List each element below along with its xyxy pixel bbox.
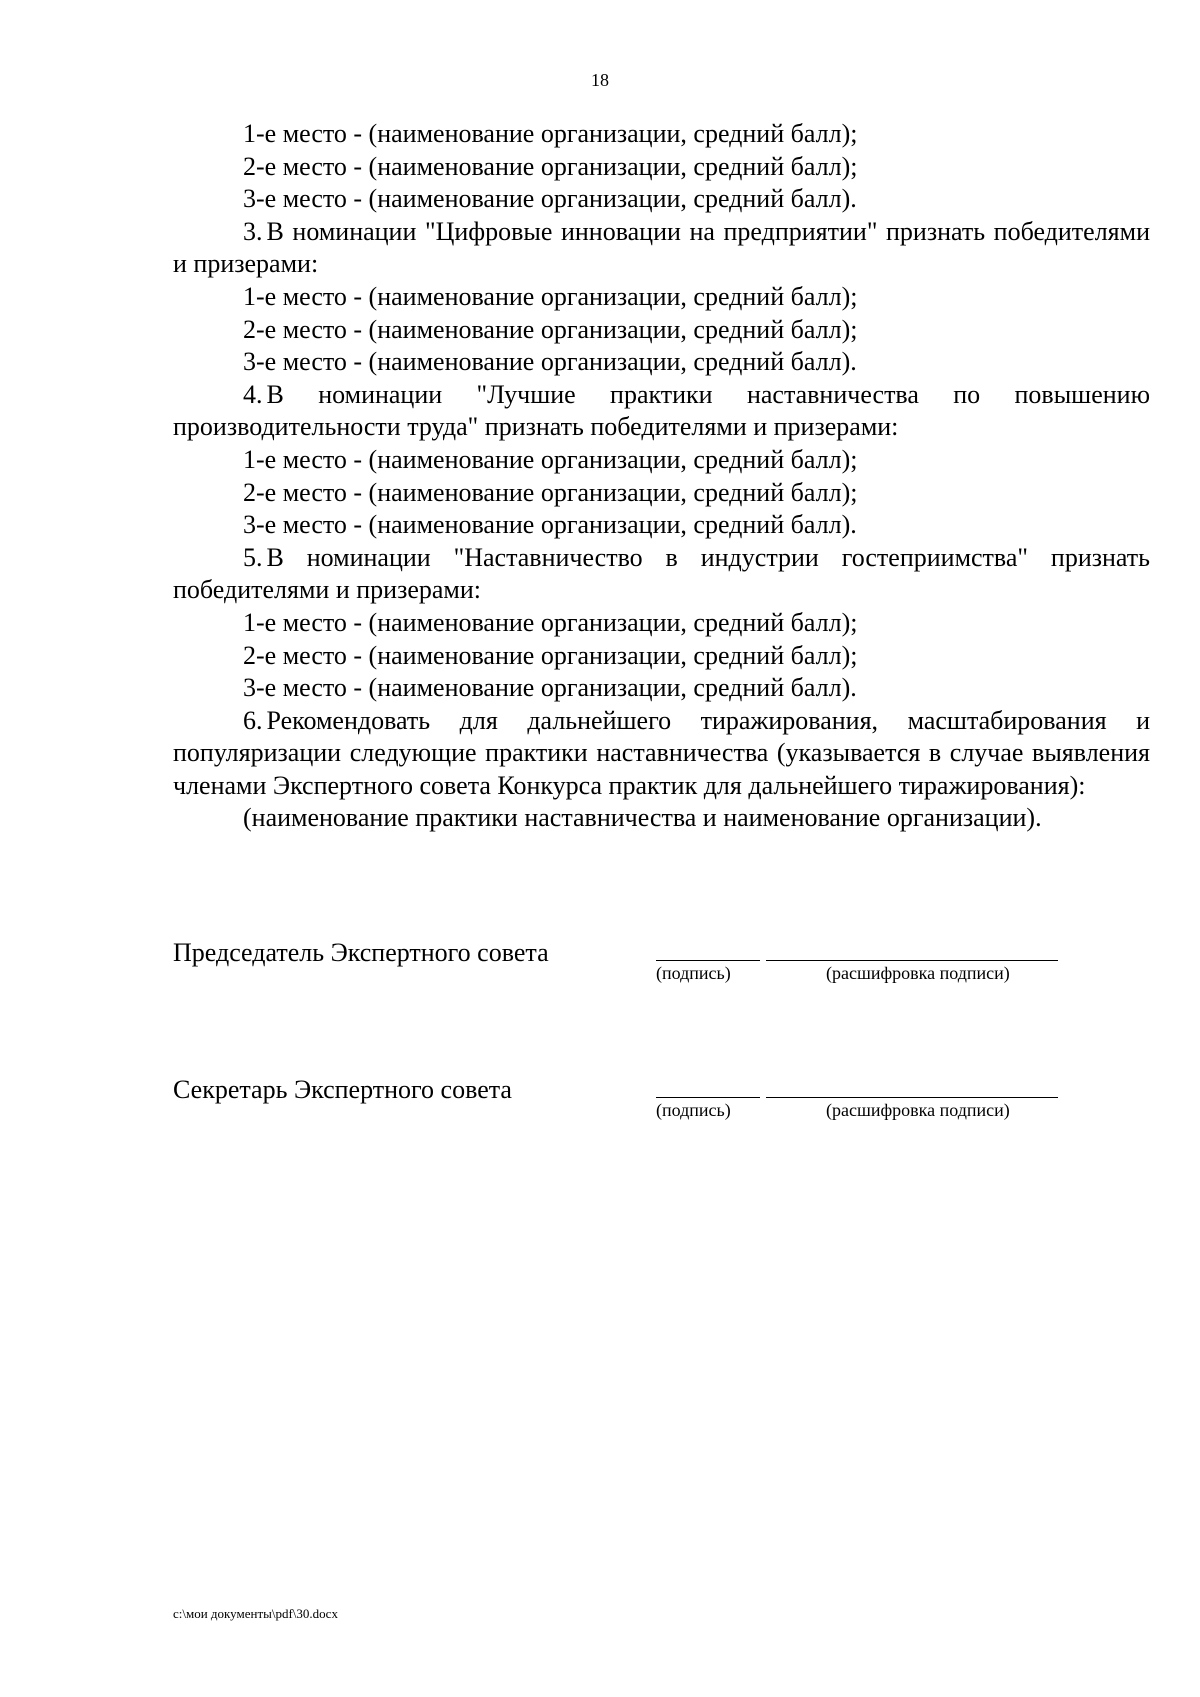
nomination-paragraph-3 [173, 216, 1150, 281]
secretary-sign-caption: (подпись) [656, 1100, 731, 1120]
item-number: 4. [243, 379, 263, 409]
chairman-signature-line [656, 960, 760, 961]
place-line: 2-е место - (наименование организации, средний балл); [243, 314, 858, 344]
place-line: 1-е место - (наименование организации, средний балл); [243, 444, 858, 474]
secretary-signature-line [656, 1097, 760, 1098]
place-line: 3-е место - (наименование организации, средний балл). [243, 347, 857, 377]
place-line: 2-е место - (наименование организации, средний балл); [243, 640, 858, 670]
page-number: 18 [591, 70, 609, 90]
place-line: 3-е место - (наименование организации, средний балл). [243, 510, 857, 540]
document-body [173, 118, 1150, 835]
secretary-decode-caption: (расшифровка подписи) [826, 1100, 1010, 1120]
item-text: В номинации "Цифровые инновации на предприятии" признать победителями и призерами: [173, 216, 1150, 279]
secretary-title: Секретарь Экспертного совета [173, 1075, 512, 1104]
place-line: 1-е место - (наименование организации, средний балл); [243, 119, 858, 148]
file-path-footer: c:\мои документы\pdf\30.docx [173, 1606, 338, 1621]
place-line: 3-е место - (наименование организации, средний балл). [243, 184, 857, 214]
recommendation-paragraph-6 [173, 705, 1150, 803]
place-line: 2-е место - (наименование организации, средний балл); [243, 477, 858, 507]
item-text: В номинации "Лучшие практики наставничества по повышению производительности труда" признать победителями и призерами: [173, 379, 1150, 442]
nomination-paragraph-4 [173, 379, 1150, 444]
chairman-decode-line [766, 960, 1058, 961]
place-line: 1-е место - (наименование организации, средний балл); [243, 607, 858, 637]
place-line: 2-е место - (наименование организации, средний балл); [243, 151, 858, 181]
chairman-sign-caption: (подпись) [656, 963, 731, 983]
chairman-decode-caption: (расшифровка подписи) [826, 963, 1010, 983]
nomination-paragraph-5 [173, 542, 1150, 607]
chairman-title: Председатель Экспертного совета [173, 938, 549, 967]
secretary-decode-line [766, 1097, 1058, 1098]
item-number: 6. [243, 705, 263, 735]
place-line: 1-е место - (наименование организации, средний балл); [243, 281, 858, 311]
item-number: 3. [243, 216, 263, 246]
item-text: В номинации "Наставничество в индустрии гостеприимства" признать победителями и призерами: [173, 542, 1150, 605]
item-text: Рекомендовать для дальнейшего тиражирования, масштабирования и популяризации следующие практики наставничества (указывается в случае выявления членами Экспертного совета Конкурса практик для дальнейшего тиражирования): [173, 705, 1150, 800]
practice-line: (наименование практики наставничества и наименование организации). [243, 803, 1042, 833]
item-number: 5. [243, 542, 263, 572]
place-line: 3-е место - (наименование организации, средний балл). [243, 673, 857, 703]
